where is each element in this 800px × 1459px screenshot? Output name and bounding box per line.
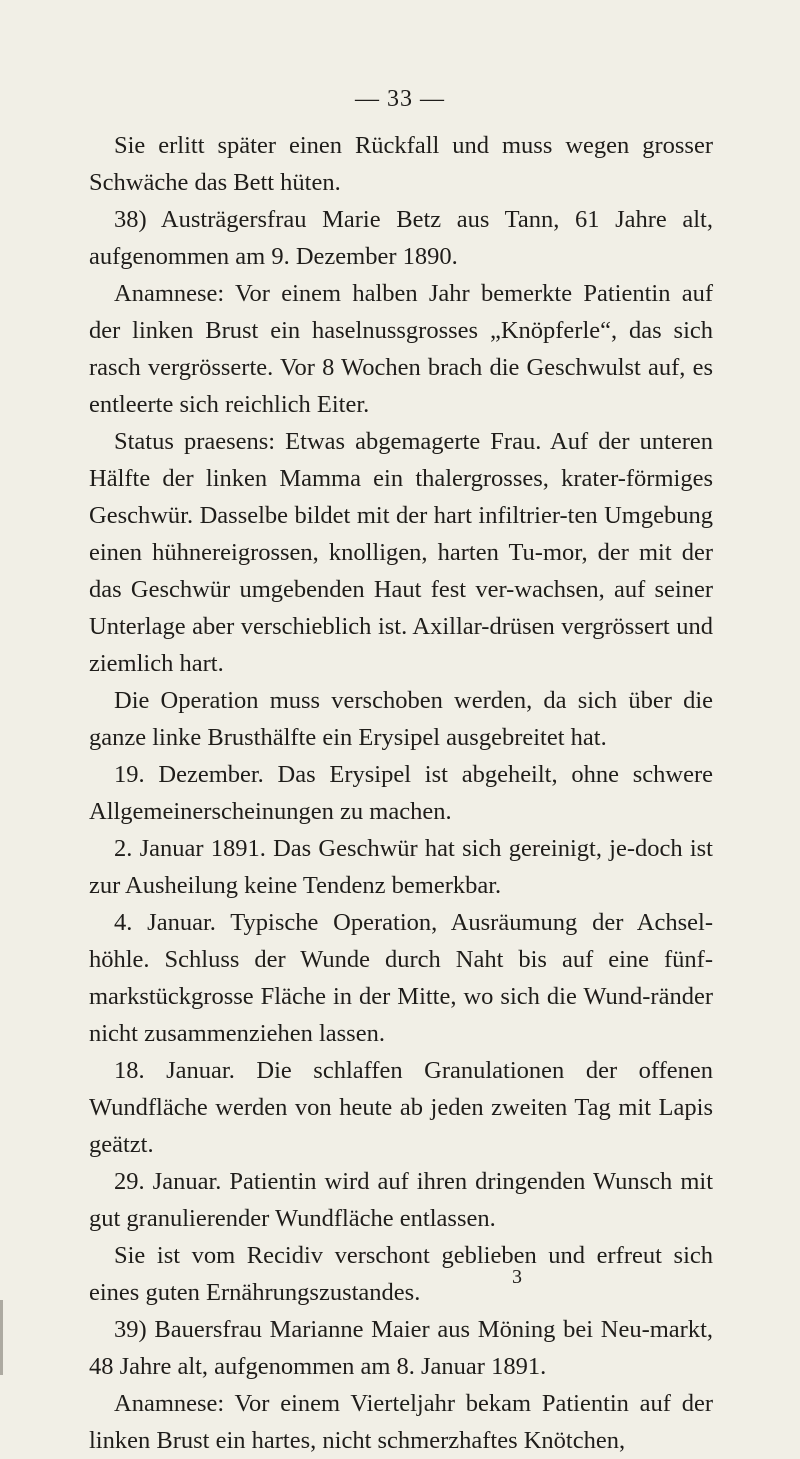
paragraph: 19. Dezember. Das Erysipel ist abgeheilt, ohne schwere Allgemeinerscheinungen zu machen. xyxy=(89,761,713,825)
paragraph: 38) Austrägersfrau Marie Betz aus Tann, 61 Jahre alt, aufgenommen am 9. Dezember 1890. xyxy=(89,206,713,270)
paragraph: Anamnese: Vor einem Vierteljahr bekam Patientin auf der linken Brust ein hartes, nicht schmerzhaftes Knötchen, xyxy=(89,1390,713,1454)
paragraph: Sie ist vom Recidiv verschont geblieben und erfreut sich eines guten Ernährungszustandes. xyxy=(89,1242,713,1306)
paragraph: 18. Januar. Die schlaffen Granulationen der offenen Wundfläche werden von heute ab jeden zweiten Tag mit Lapis geätzt. xyxy=(89,1057,713,1158)
paragraph: 39) Bauersfrau Marianne Maier aus Möning bei Neu-markt, 48 Jahre alt, aufgenommen am 8. Januar 1891. xyxy=(89,1316,713,1380)
paragraph: Sie erlitt später einen Rückfall und muss wegen grosser Schwäche das Bett hüten. xyxy=(89,132,713,196)
page-edge-shadow xyxy=(0,1300,3,1375)
paragraph: Die Operation muss verschoben werden, da sich über die ganze linke Brusthälfte ein Erysipel ausgebreitet hat. xyxy=(89,687,713,751)
paragraph: Anamnese: Vor einem halben Jahr bemerkte Patientin auf der linken Brust ein haselnussgrosses „Knöpferle“, das sich rasch vergrösserte. Vor 8 Wochen brach die Geschwulst auf, es entleerte sich reichlich Eiter. xyxy=(89,280,713,418)
paragraph: Status praesens: Etwas abgemagerte Frau. Auf der unteren Hälfte der linken Mamma ein thalergrosses, krater-förmiges Geschwür. Dasselbe bildet mit der hart infiltrier-ten Umgebung einen hühnereigrossen, knolligen, harten Tu-mor, der mit der das Geschwür umgebenden Haut fest ver-wachsen, auf seiner Unterlage aber verschieblich ist. Axillar-drüsen vergrössert und ziemlich hart. xyxy=(89,428,713,677)
paragraph: 29. Januar. Patientin wird auf ihren dringenden Wunsch mit gut granulierender Wundfläche entlassen. xyxy=(89,1168,713,1232)
page-body xyxy=(89,127,713,1459)
page-number: — 33 — xyxy=(355,86,445,112)
signature-mark: 3 xyxy=(512,1266,522,1288)
paragraph: 2. Januar 1891. Das Geschwür hat sich gereinigt, je-doch ist zur Ausheilung keine Tendenz bemerkbar. xyxy=(89,835,713,899)
paragraph: 4. Januar. Typische Operation, Ausräumung der Achsel-höhle. Schluss der Wunde durch Naht bis auf eine fünf-markstückgrosse Fläche in der Mitte, wo sich die Wund-ränder nicht zusammenziehen lassen. xyxy=(89,909,713,1047)
